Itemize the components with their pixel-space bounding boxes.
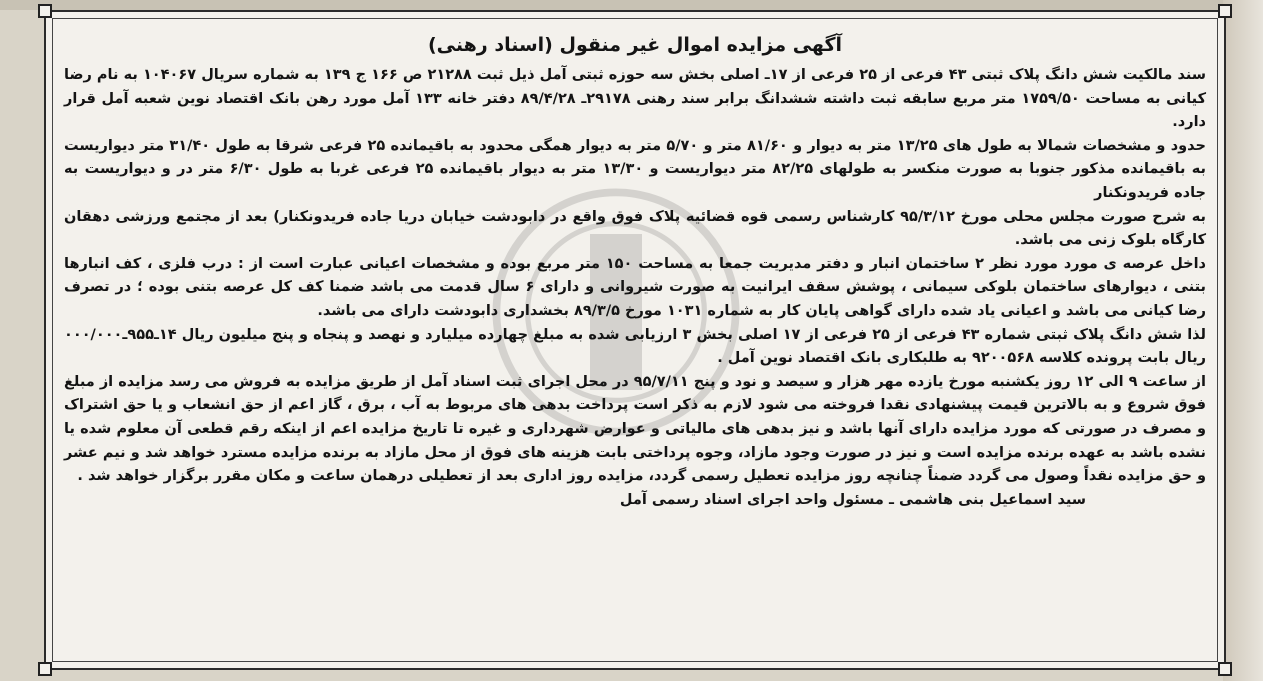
notice-paragraph-ownership: سند مالکیت شش دانگ پلاک ثبتی ۴۳ فرعی از ۲۵ فرعی از ۱۷ـ اصلی بخش سه حوزه ثبتی آمل ذیل ثبت ۲۱۲۸۸ ص ۱۶۶ ج ۱۳۹ به شماره سریال ۱۰۴۰۶۷ به نام رضا کیانی به مساحت ۱۷۵۹/۵۰ متر مربع سابقه ثبت داشته ششدانگ برابر سند رهنی ۲۹۱۷۸ـ ۸۹/۴/۲۸ دفتر خانه ۱۳۳ آمل مورد رهن بانک اقتصاد نوین شعبه آمل قرار دارد. [64,67,1207,131]
auction-notice [44,10,1226,670]
notice-paragraph-boundaries: حدود و مشخصات شمالا به طول های ۱۳/۲۵ متر به دیوار و ۸۱/۶۰ متر و ۵/۷۰ متر به دیوار همگی محدود به باقیمانده ۲۵ فرعی شرقا به طول ۳۱/۴۰ متر دیواریست به باقیمانده مذکور جنوبا به صورت منکسر به طولهای ۸۲/۲۵ متر دیواریست و ۱۳/۳۰ متر به دیوار باقیمانده ۲۵ فرعی غربا به طول ۶/۳۰ متر در و دیواریست به جاده فریدونکنار [64,137,1207,201]
scan-background-right [1223,0,1263,681]
notice-content [64,32,1206,512]
notice-signature: سید اسماعیل بنی هاشمی ـ مسئول واحد اجرای اسناد رسمی آمل [619,491,1086,508]
corner-ornament-bottom-right [1218,662,1232,676]
scan-background-top [0,0,1263,10]
notice-title: آگهی مزایده اموال غیر منقول (اسناد رهنی) [427,34,843,56]
corner-ornament-top-left [38,4,52,18]
notice-paragraph-buildings: داخل عرصه ی مورد مورد نظر ۲ ساختمان انبار و دفتر مدیریت جمعا به مساحت ۱۵۰ متر مربع بوده و مشخصات اعیانی عبارت است از : درب فلزی ، کف انبارها بتنی ، دیوارهای ساختمان بلوکی سیمانی ، پوشش سقف ایرانیت به صورت شیروانی و دارای ۶ سال قدمت می باشد ضمنا کف کل عرصه بتنی بوده ؛ در تصرف رضا کیانی می باشد و اعیانی یاد شده دارای گواهی پایان کار به شماره ۱۰۳۱ مورخ ۸۹/۳/۵ بخشداری دابودشت دارای می باشد. [64,255,1206,319]
notice-paragraph-location: به شرح صورت مجلس محلی مورخ ۹۵/۳/۱۲ کارشناس رسمی قوه قضائیه پلاک فوق واقع در دابودشت خیابان دریا جاده فریدونکنار) بعد از مجتمع ورزشی دهقان کارگاه بلوک زنی می باشد. [64,208,1206,249]
corner-ornament-top-right [1218,4,1232,18]
notice-paragraph-auction-terms: از ساعت ۹ الی ۱۲ روز یکشنبه مورخ یازده مهر هزار و سیصد و نود و پنج ۹۵/۷/۱۱ در محل اجرای ثبت اسناد آمل از طریق مزایده به فروش می رسد مزایده از مبلغ فوق شروع و به بالاترین قیمت پیشنهادی نقدا فروخته می شود لازم به ذکر است پرداخت بدهی های مربوط به آب ، برق ، گاز اعم از حق انشعاب و یا حق اشتراک و مصرف در صورتی که مورد مزایده دارای آنها باشد و نیز بدهی های مالیاتی و عوارض شهرداری و غیره تا تاریخ مزایده اعم از اینکه رقم قطعی آن معلوم شده یا نشده باشد به عهده برنده مزایده است و نیز در صورت وجود مازاد، وجوه پرداختی بابت هزینه های فوق از محل مازاد به برنده مزایده مسترد خواهد شد و نیم عشر و حق مزایده نقداً وصول می گردد ضمناً چنانچه روز مزایده تعطیل رسمی گردد، مزایده روز اداری بعد از تعطیلی درهمان ساعت و مکان مقرر برگزار خواهد شد . [64,373,1206,485]
corner-ornament-bottom-left [38,662,52,676]
notice-paragraph-valuation: لذا شش دانگ پلاک ثبتی شماره ۴۳ فرعی از ۲۵ فرعی از ۱۷ اصلی بخش ۳ ارزیابی شده به مبلغ چهارده میلیارد و نهصد و پنجاه و پنج میلیون ریال ۱۴ـ۹۵۵ـ۰۰۰/۰۰۰ ریال بابت پرونده کلاسه ۹۲۰۰۵۶۸ به طلبکاری بانک اقتصاد نوین آمل . [64,326,1207,367]
